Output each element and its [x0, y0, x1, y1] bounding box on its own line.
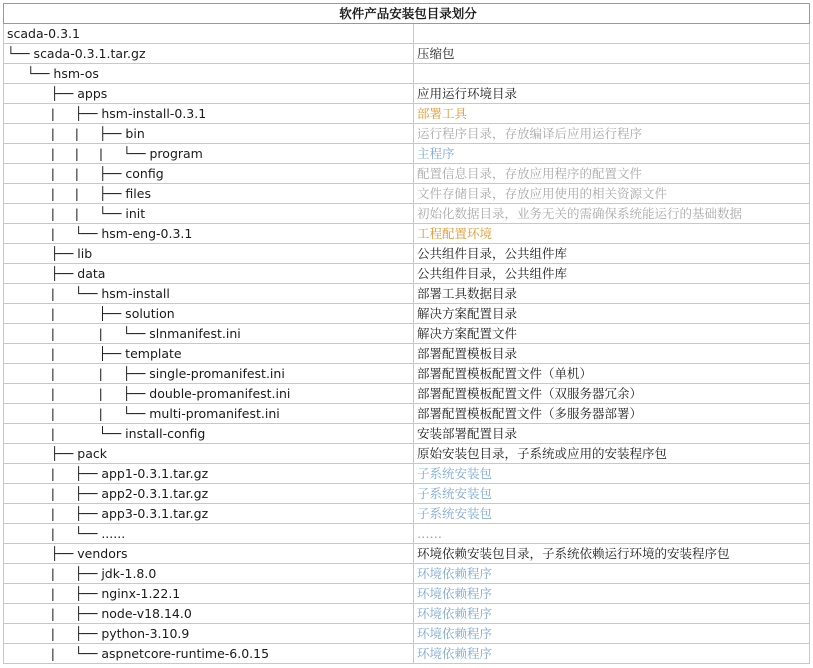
description-cell[interactable]: 压缩包 — [414, 44, 810, 64]
description-cell[interactable]: 配置信息目录，存放应用程序的配置文件 — [414, 164, 810, 184]
tree-path-cell[interactable]: | | ├── files — [4, 184, 414, 204]
table-row — [4, 84, 810, 104]
table-row — [4, 304, 810, 324]
tree-path-cell[interactable]: | └── hsm-install — [4, 284, 414, 304]
table-row — [4, 204, 810, 224]
tree-path-cell[interactable]: ├── data — [4, 264, 414, 284]
table-row — [4, 44, 810, 64]
tree-path-cell[interactable]: | ├── nginx-1.22.1 — [4, 584, 414, 604]
table-row — [4, 524, 810, 544]
description-cell[interactable]: 部署工具数据目录 — [414, 284, 810, 304]
tree-path-cell[interactable]: | └── ...... — [4, 524, 414, 544]
table-row — [4, 104, 810, 124]
tree-path-cell[interactable]: | └── install-config — [4, 424, 414, 444]
description-cell[interactable]: 主程序 — [414, 144, 810, 164]
table-row — [4, 484, 810, 504]
tree-path-cell[interactable]: | | └── multi-promanifest.ini — [4, 404, 414, 424]
tree-path-cell[interactable]: | ├── hsm-install-0.3.1 — [4, 104, 414, 124]
description-cell[interactable]: 应用运行环境目录 — [414, 84, 810, 104]
description-cell[interactable]: 部署工具 — [414, 104, 810, 124]
description-cell[interactable]: 环境依赖程序 — [414, 564, 810, 584]
description-cell[interactable]: 部署配置模板配置文件（多服务器部署） — [414, 404, 810, 424]
tree-path-cell[interactable]: | ├── node-v18.14.0 — [4, 604, 414, 624]
description-cell[interactable]: 文件存储目录，存放应用使用的相关资源文件 — [414, 184, 810, 204]
description-cell[interactable]: 环境依赖程序 — [414, 584, 810, 604]
tree-path-cell[interactable]: | ├── jdk-1.8.0 — [4, 564, 414, 584]
description-cell[interactable]: 环境依赖程序 — [414, 644, 810, 664]
tree-path-cell[interactable]: └── hsm-os — [4, 64, 414, 84]
description-cell[interactable] — [414, 24, 810, 44]
description-cell[interactable]: 部署配置模板配置文件（单机） — [414, 364, 810, 384]
tree-path-cell[interactable]: ├── pack — [4, 444, 414, 464]
tree-path-cell[interactable]: | | └── init — [4, 204, 414, 224]
tree-path-cell[interactable]: | | ├── double-promanifest.ini — [4, 384, 414, 404]
table-row — [4, 364, 810, 384]
description-cell[interactable]: 解决方案配置目录 — [414, 304, 810, 324]
description-cell[interactable]: 子系统安装包 — [414, 484, 810, 504]
table-row — [4, 504, 810, 524]
tree-path-cell[interactable]: | └── aspnetcore-runtime-6.0.15 — [4, 644, 414, 664]
table-row — [4, 444, 810, 464]
table-row — [4, 64, 810, 84]
tree-path-cell[interactable]: ├── vendors — [4, 544, 414, 564]
table-row — [4, 424, 810, 444]
table-row — [4, 584, 810, 604]
table-row — [4, 184, 810, 204]
description-cell[interactable]: 部署配置模板配置文件（双服务器冗余） — [414, 384, 810, 404]
description-cell[interactable]: 部署配置模板目录 — [414, 344, 810, 364]
tree-path-cell[interactable]: | | ├── single-promanifest.ini — [4, 364, 414, 384]
description-cell[interactable]: 公共组件目录，公共组件库 — [414, 244, 810, 264]
description-cell[interactable]: 子系统安装包 — [414, 504, 810, 524]
description-cell[interactable]: …… — [414, 524, 810, 544]
table-row — [4, 284, 810, 304]
tree-path-cell[interactable]: | ├── app1-0.3.1.tar.gz — [4, 464, 414, 484]
tree-path-cell[interactable]: | ├── solution — [4, 304, 414, 324]
description-cell[interactable]: 初始化数据目录，业务无关的需确保系统能运行的基础数据 — [414, 204, 810, 224]
description-cell[interactable]: 环境依赖安装包目录，子系统依赖运行环境的安装程序包 — [414, 544, 810, 564]
table-row — [4, 264, 810, 284]
table-row — [4, 224, 810, 244]
tree-path-cell[interactable]: | ├── app3-0.3.1.tar.gz — [4, 504, 414, 524]
table-row — [4, 244, 810, 264]
table-row — [4, 604, 810, 624]
table-row — [4, 384, 810, 404]
tree-path-cell[interactable]: ├── apps — [4, 84, 414, 104]
tree-path-cell[interactable]: | ├── python-3.10.9 — [4, 624, 414, 644]
title-row — [4, 4, 810, 24]
description-cell[interactable]: 公共组件目录，公共组件库 — [414, 264, 810, 284]
tree-path-cell[interactable]: scada-0.3.1 — [4, 24, 414, 44]
directory-table — [3, 3, 810, 664]
tree-path-cell[interactable]: | | ├── config — [4, 164, 414, 184]
tree-path-cell[interactable]: | | └── slnmanifest.ini — [4, 324, 414, 344]
description-cell[interactable]: 环境依赖程序 — [414, 604, 810, 624]
description-cell[interactable]: 安装部署配置目录 — [414, 424, 810, 444]
table-row — [4, 164, 810, 184]
tree-path-cell[interactable]: | | | └── program — [4, 144, 414, 164]
tree-path-cell[interactable]: | ├── app2-0.3.1.tar.gz — [4, 484, 414, 504]
table-row — [4, 144, 810, 164]
description-cell[interactable]: 原始安装包目录，子系统或应用的安装程序包 — [414, 444, 810, 464]
directory-table-body — [4, 4, 810, 664]
tree-path-cell[interactable]: ├── lib — [4, 244, 414, 264]
tree-path-cell[interactable]: | ├── template — [4, 344, 414, 364]
description-cell[interactable] — [414, 64, 810, 84]
description-cell[interactable]: 工程配置环境 — [414, 224, 810, 244]
tree-path-cell[interactable]: | | ├── bin — [4, 124, 414, 144]
table-row — [4, 544, 810, 564]
description-cell[interactable]: 解决方案配置文件 — [414, 324, 810, 344]
table-row — [4, 404, 810, 424]
description-cell[interactable]: 运行程序目录，存放编译后应用运行程序 — [414, 124, 810, 144]
table-row — [4, 344, 810, 364]
tree-path-cell[interactable]: └── scada-0.3.1.tar.gz — [4, 44, 414, 64]
table-row — [4, 564, 810, 584]
table-row — [4, 624, 810, 644]
table-row — [4, 324, 810, 344]
description-cell[interactable]: 环境依赖程序 — [414, 624, 810, 644]
table-row — [4, 24, 810, 44]
table-title: 软件产品安装包目录划分 — [4, 4, 810, 24]
table-row — [4, 464, 810, 484]
table-row — [4, 124, 810, 144]
tree-path-cell[interactable]: | └── hsm-eng-0.3.1 — [4, 224, 414, 244]
description-cell[interactable]: 子系统安装包 — [414, 464, 810, 484]
table-row — [4, 644, 810, 664]
